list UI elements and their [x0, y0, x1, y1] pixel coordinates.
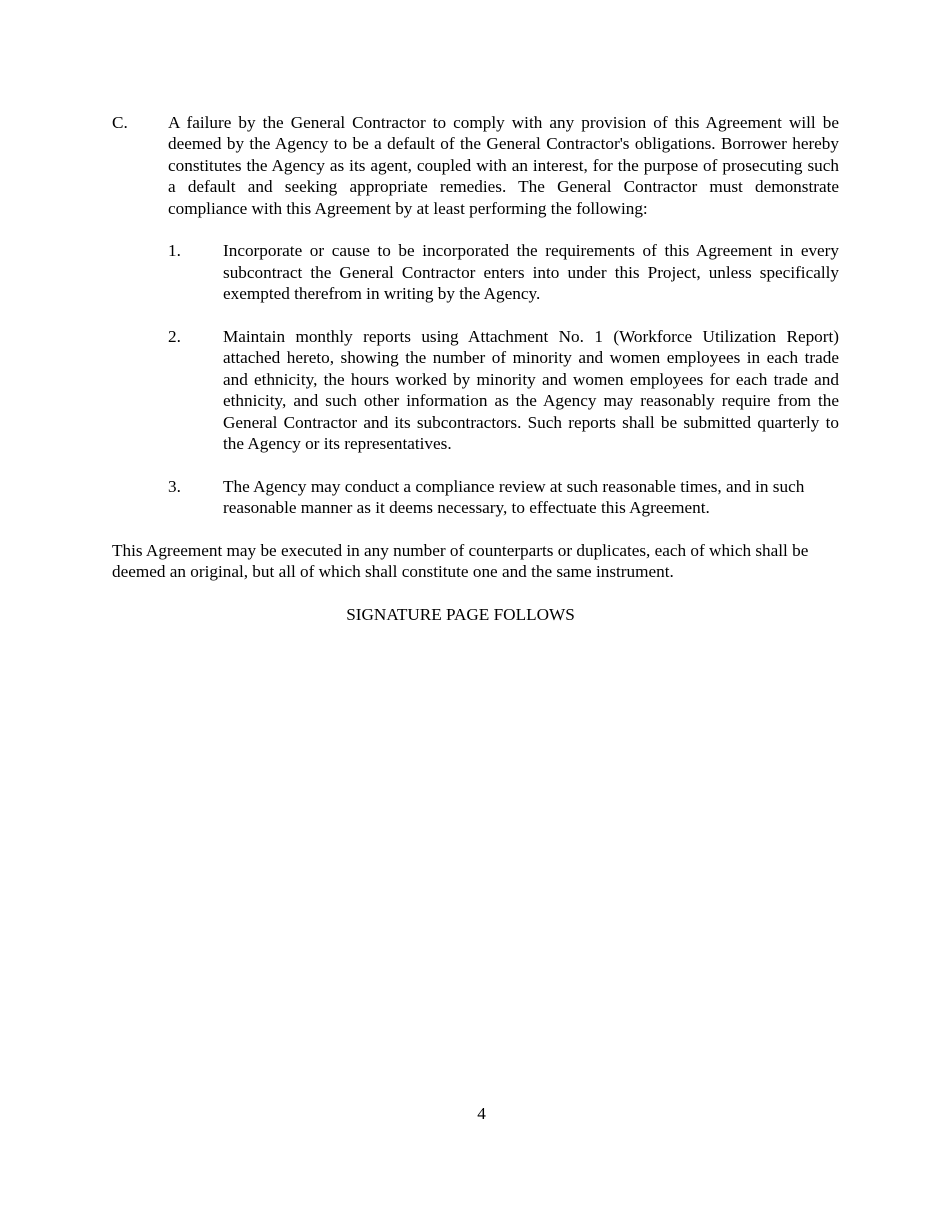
list-item-text: Incorporate or cause to be incorporated the requirements of this Agreement in every subcontract the General Contractor enters into under this Project, unless specifically exempted therefrom in writing by the Agency. [223, 241, 839, 304]
compliance-requirements-list [168, 240, 839, 518]
list-item [168, 240, 839, 304]
list-item [168, 476, 839, 519]
page-number: 4 [477, 1104, 486, 1123]
section-c [112, 112, 839, 540]
list-item-number: 2. [168, 327, 181, 347]
list-item-number: 1. [168, 241, 181, 261]
section-c-marker: C. [112, 113, 128, 132]
list-item-text: Maintain monthly reports using Attachment No. 1 (Workforce Utilization Report) attached hereto, showing the number of minority and women employees in each trade and ethnicity, the hours worked by minority and women employees for each trade and ethnicity, and such other information as the Agency may reasonably require from the General Contractor and its subcontractors. Such reports shall be submitted quarterly to the Agency or its representatives. [223, 327, 839, 454]
counterparts-paragraph: This Agreement may be executed in any number of counterparts or duplicates, each of which shall be deemed an original, but all of which shall constitute one and the same instrument. [112, 541, 809, 582]
list-item-text: The Agency may conduct a compliance review at such reasonable times, and in such reasonable manner as it deems necessary, to effectuate this Agreement. [223, 476, 805, 518]
list-item-number: 3. [168, 476, 181, 496]
list-item [168, 326, 839, 454]
signature-page-follows-heading: SIGNATURE PAGE FOLLOWS [346, 605, 575, 624]
section-c-body: A failure by the General Contractor to comply with any provision of this Agreement will be deemed by the Agency to be a default of the General Contractor's obligations. Borrower hereby constitutes the Agency as its agent, coupled with an interest, for the purpose of prosecuting such a default and seeking appropriate remedies. The General Contractor must demonstrate compliance with this Agreement by at least performing the following: [168, 113, 839, 218]
